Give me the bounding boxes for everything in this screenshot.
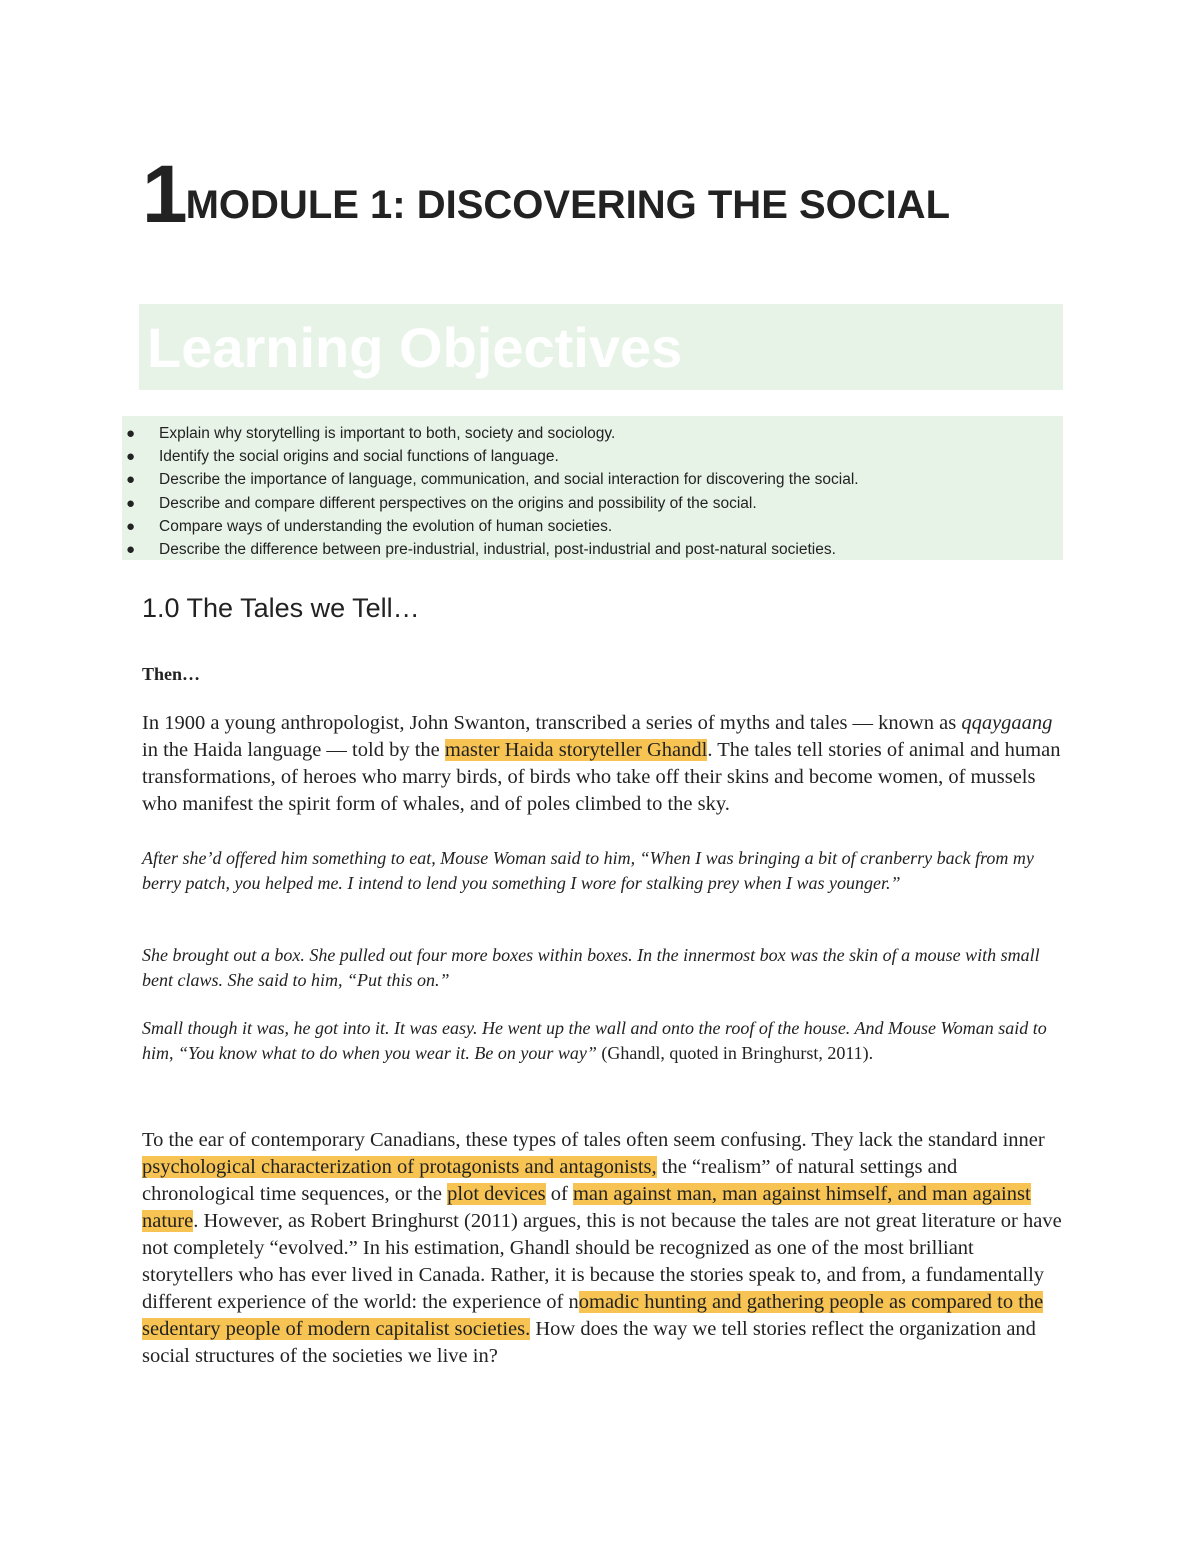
section-heading: 1.0 The Tales we Tell… bbox=[142, 593, 420, 623]
learning-objectives-banner bbox=[139, 304, 1063, 390]
objective-item: ● Describe the importance of language, communication, and social interaction for discovering the social. bbox=[122, 468, 1063, 491]
bullet-icon: ● bbox=[126, 541, 136, 559]
objective-item: ● Compare ways of understanding the evolution of human societies. bbox=[122, 515, 1063, 538]
bullet-icon: ● bbox=[126, 448, 136, 466]
bullet-icon: ● bbox=[126, 471, 136, 489]
learning-objectives-title: Learning Objectives bbox=[147, 316, 683, 379]
highlighted-text: plot devices bbox=[447, 1183, 546, 1205]
highlighted-text: man against man, man against himself, and man against nature bbox=[142, 1183, 1031, 1232]
objective-item: ● Identify the social origins and social functions of language. bbox=[122, 445, 1063, 468]
paragraph-intro: In 1900 a young anthropologist, John Swanton, transcribed a series of myths and tales — known as qqaygaang in the Haida language — told by the master Haida storyteller Ghandl. The tales tell stories of animal and human transformations, of heroes who marry birds, of birds who take off their skins and become women, of mussels who manifest the spirit form of whales, and of poles climbed to the sky. bbox=[142, 712, 1061, 815]
objective-item: ● Explain why storytelling is important to both, society and sociology. bbox=[122, 422, 1063, 445]
bullet-icon: ● bbox=[126, 494, 136, 512]
quote-block: After she’d offered him something to eat, Mouse Woman said to him, “When I was bringing a bit of cranberry back from my berry patch, you helped me. I intend to lend you something I wore for stalking prey when I was younger.” bbox=[142, 848, 1034, 893]
learning-objectives-box bbox=[122, 416, 1063, 560]
module-title bbox=[142, 149, 1072, 242]
quote-citation: (Ghandl, quoted in Bringhurst, 2011). bbox=[596, 1042, 874, 1063]
bullet-icon: ● bbox=[126, 517, 136, 535]
haida-term: qqaygaang bbox=[961, 712, 1053, 734]
quote-block: She brought out a box. She pulled out four more boxes within boxes. In the innermost box was the skin of a mouse with small bent claws. She said to him, “Put this on.” bbox=[142, 945, 1040, 990]
module-title-text: MODULE 1: DISCOVERING THE SOCIAL bbox=[185, 183, 951, 227]
highlighted-text: omadic hunting and gathering people as compared to the sedentary people of modern capitalist societies. bbox=[142, 1291, 1044, 1340]
objective-item: ● Describe the difference between pre-industrial, industrial, post-industrial and post-natural societies. bbox=[122, 538, 1063, 561]
quote-block: Small though it was, he got into it. It was easy. He went up the wall and onto the roof of the house. And Mouse Woman said to him, “You know what to do when you wear it. Be on your way” (Ghandl, quoted in Bringhurst, 2011). bbox=[142, 1018, 1047, 1063]
learning-objectives-list bbox=[122, 422, 1063, 561]
bullet-icon: ● bbox=[126, 425, 136, 442]
objective-item: ● Describe and compare different perspectives on the origins and possibility of the social. bbox=[122, 492, 1063, 515]
highlighted-text: psychological characterization of protagonists and antagonists, bbox=[142, 1156, 657, 1178]
module-number: 1 bbox=[142, 149, 186, 240]
paragraph-analysis: To the ear of contemporary Canadians, these types of tales often seem confusing. They lack the standard inner psychological characterization of protagonists and antagonists, the “realism” of natural settings and chronological time sequences, or the plot devices of man against man, man against himself, and man against nature. However, as Robert Bringhurst (2011) argues, this is not because the tales are not great literature or have not completely “evolved.” In his estimation, Ghandl should be recognized as one of the most brilliant storytellers who has ever lived in Canada. Rather, it is because the stories speak to, and from, a fundamentally different experience of the world: the experience of nomadic hunting and gathering people as compared to the sedentary people of modern capitalist societies. How does the way we tell stories reflect the organization and social structures of the societies we live in? bbox=[142, 1129, 1062, 1367]
subheading-then: Then… bbox=[142, 664, 201, 684]
highlighted-text: master Haida storyteller Ghandl bbox=[444, 739, 708, 761]
